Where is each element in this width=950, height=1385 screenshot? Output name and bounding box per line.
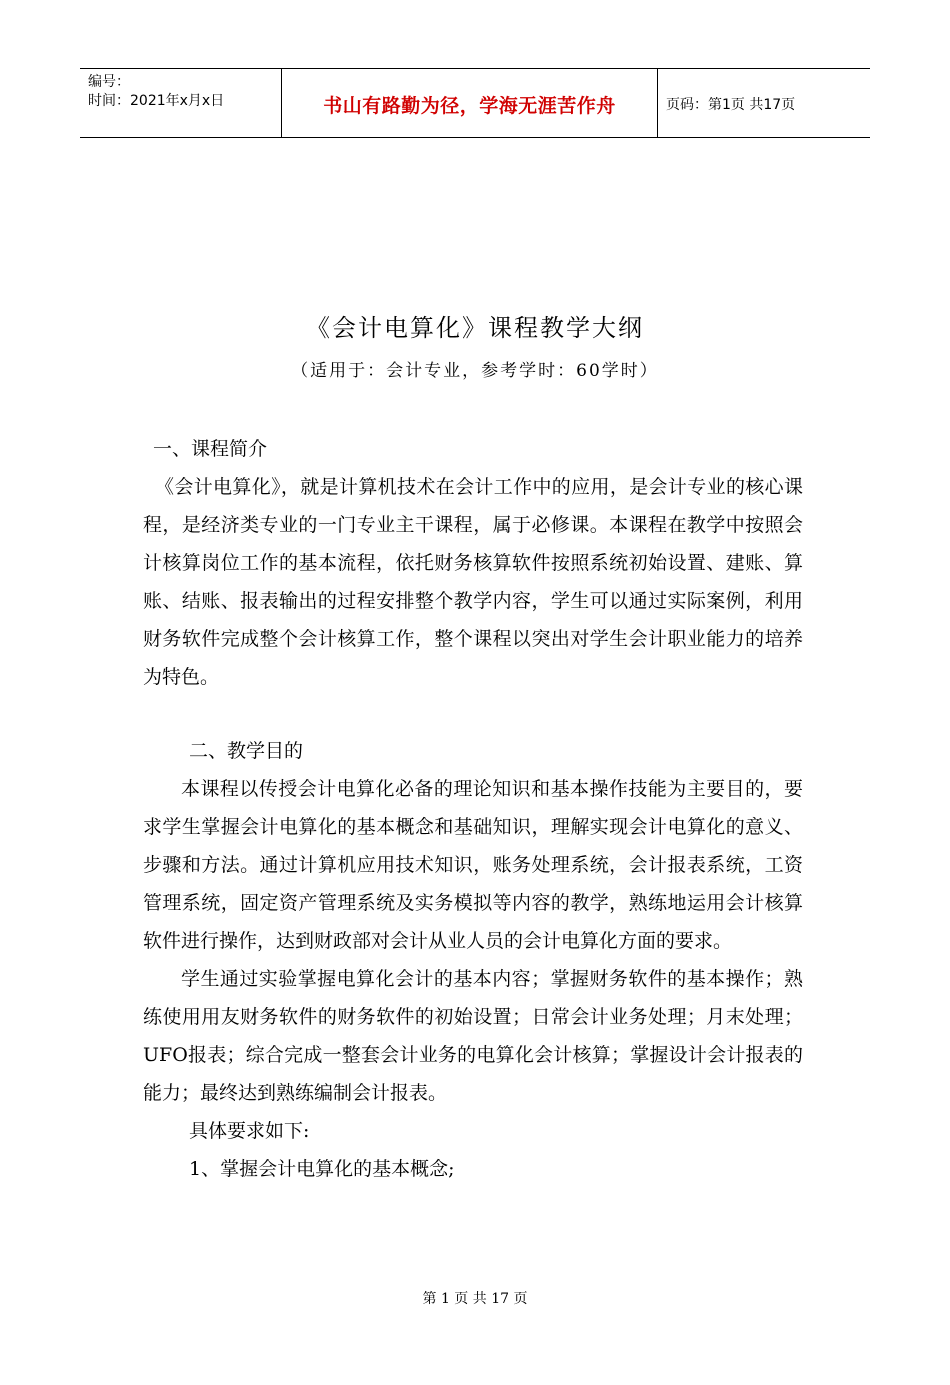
- paragraph-intro: 《会计电算化》，就是计算机技术在会计工作中的应用，是会计专业的核心课程，是经济类专业的一门专业主干课程，属于必修课。本课程在教学中按照会计核算岗位工作的基本流程，依托财务核算软件按照系统初始设置、建账、算账、结账、报表输出的过程安排整个教学内容，学生可以通过实际案例，利用财务软件完成整个会计核算工作，整个课程以突出对学生会计职业能力的培养为特色。: [143, 476, 803, 688]
- header-number: 编号：: [88, 74, 130, 90]
- document-title: 《会计电算化》课程教学大纲: [306, 314, 644, 342]
- header-info: [88, 73, 224, 111]
- paragraph-purpose-1: 本课程以传授会计电算化必备的理论知识和基本操作技能为主要目的，要求学生掌握会计电算化的基本概念和基础知识，理解实现会计电算化的意义、步骤和方法。通过计算机应用技术知识，账务处理系统，会计报表系统，工资管理系统，固定资产管理系统及实务模拟等内容的教学，熟练地运用会计核算软件进行操作，达到财政部对会计从业人员的会计电算化方面的要求。: [143, 778, 803, 952]
- page-header: [80, 68, 870, 138]
- document-body: [143, 430, 803, 1188]
- page-footer: 第 1 页 共 17 页: [422, 1291, 528, 1307]
- header-divider: [657, 69, 658, 137]
- header-date: 时间：2021年x月x日: [88, 93, 225, 109]
- section-heading-intro: 一、课程简介: [153, 438, 268, 460]
- requirement-item: 1、掌握会计电算化的基本概念;: [189, 1158, 455, 1180]
- section-heading-purpose: 二、教学目的: [189, 740, 304, 762]
- document-subtitle: （适用于：会计专业，参考学时：60学时）: [291, 361, 659, 381]
- requirements-intro: 具体要求如下:: [189, 1120, 310, 1142]
- header-motto: 书山有路勤为径，学海无涯苦作舟: [323, 95, 616, 117]
- header-page-number: 页码：第1页 共17页: [666, 97, 796, 113]
- paragraph-purpose-2: 学生通过实验掌握电算化会计的基本内容；掌握财务软件的基本操作；熟练使用用友财务软件的财务软件的初始设置；日常会计业务处理；月末处理；UFO报表；综合完成一整套会计业务的电算化会计核算；掌握设计会计报表的能力；最终达到熟练编制会计报表。: [143, 968, 803, 1104]
